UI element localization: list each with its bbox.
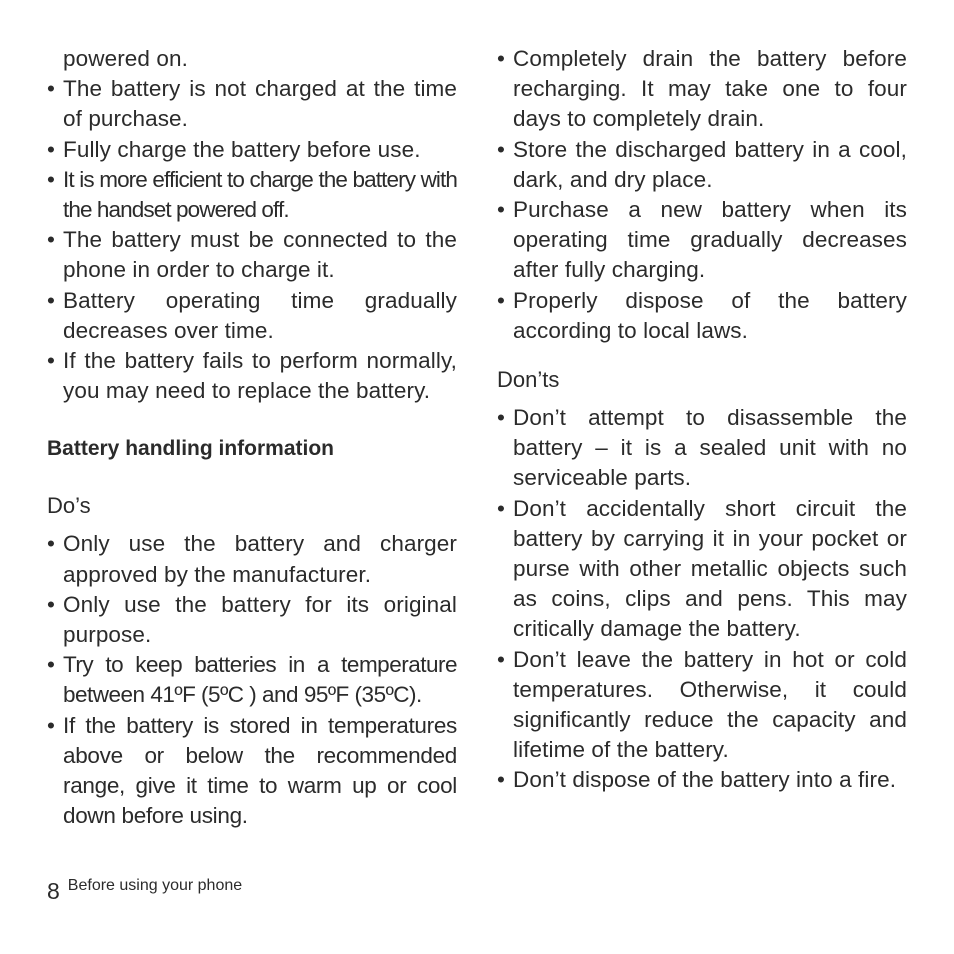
bullet-icon: • (47, 76, 55, 102)
bullet-icon: • (497, 46, 505, 71)
bullet-icon: • (47, 287, 55, 313)
list-item: • Battery operating time gradually decreases over time. (47, 287, 457, 343)
bullet-icon: • (47, 348, 55, 374)
list-item: • Properly dispose of the battery according to local laws. (497, 287, 907, 343)
list-item: • The battery is not charged at the time of purchase. (47, 76, 457, 132)
bullet-icon: • (47, 531, 55, 557)
list-item: • Try to keep batteries in a temperature between 41ºF (5ºC ) and 95ºF (35ºC). (47, 652, 457, 708)
list-item: • It is more efficient to charge the battery with the handset powered off. (47, 166, 457, 223)
bullet-icon: • (47, 712, 55, 738)
list-item: • Store the discharged battery in a cool, dark, and dry place. (497, 136, 907, 192)
list-item: • Only use the battery and charger approved by the manufacturer. (47, 531, 457, 587)
dos-continued-list (497, 44, 907, 346)
bullet-icon: • (497, 405, 505, 431)
list-item: • Don’t leave the battery in hot or cold temperatures. Otherwise, it could significantly reduce the capacity and lifetime of the battery. (497, 646, 907, 763)
dos-list (47, 529, 457, 831)
list-item: • Fully charge the battery before use. (47, 135, 457, 165)
list-item: • Purchase a new battery when its operating time gradually decreases after fully charging. (497, 197, 907, 283)
bullet-icon: • (497, 197, 505, 223)
footer-label: Before using your phone (67, 877, 243, 894)
donts-heading: Don’ts (497, 367, 560, 393)
right-column (497, 44, 907, 796)
bullet-icon: • (497, 767, 505, 793)
list-item: • Don’t dispose of the battery into a fire. (497, 765, 907, 795)
list-item: • Don’t accidentally short circuit the battery by carrying it in your pocket or purse with other metallic objects such as coins, clips and pens. This may critically damage the battery. (497, 495, 907, 642)
bullet-icon: • (47, 136, 55, 162)
charging-bullet-list (47, 74, 457, 406)
continued-text: powered on. (63, 46, 188, 71)
bullet-icon: • (47, 227, 55, 253)
dos-heading: Do’s (47, 493, 91, 519)
list-item: • Don’t attempt to disassemble the battery – it is a sealed unit with no serviceable parts. (497, 405, 907, 491)
left-column (47, 44, 457, 831)
bullet-icon: • (497, 495, 505, 521)
bullet-icon: • (47, 652, 55, 678)
bullet-icon: • (497, 646, 505, 672)
bullet-icon: • (47, 591, 55, 617)
page-number: 8 (47, 878, 60, 904)
list-item: • If the battery fails to perform normally, you may need to replace the battery. (47, 348, 457, 404)
list-item: • Only use the battery for its original purpose. (47, 591, 457, 648)
list-item: • The battery must be connected to the phone in order to charge it. (47, 227, 457, 283)
list-item: • Completely drain the battery before recharging. It may take one to four days to completely drain. (497, 46, 907, 132)
donts-list (497, 403, 907, 796)
list-item: • If the battery is stored in temperatures above or below the recommended range, give it time to warm up or cool down before using. (47, 712, 457, 829)
bullet-icon: • (47, 166, 55, 192)
bullet-icon: • (497, 136, 505, 162)
section-title: Battery handling information (47, 437, 335, 461)
page-footer (47, 876, 242, 906)
bullet-icon: • (497, 287, 505, 313)
